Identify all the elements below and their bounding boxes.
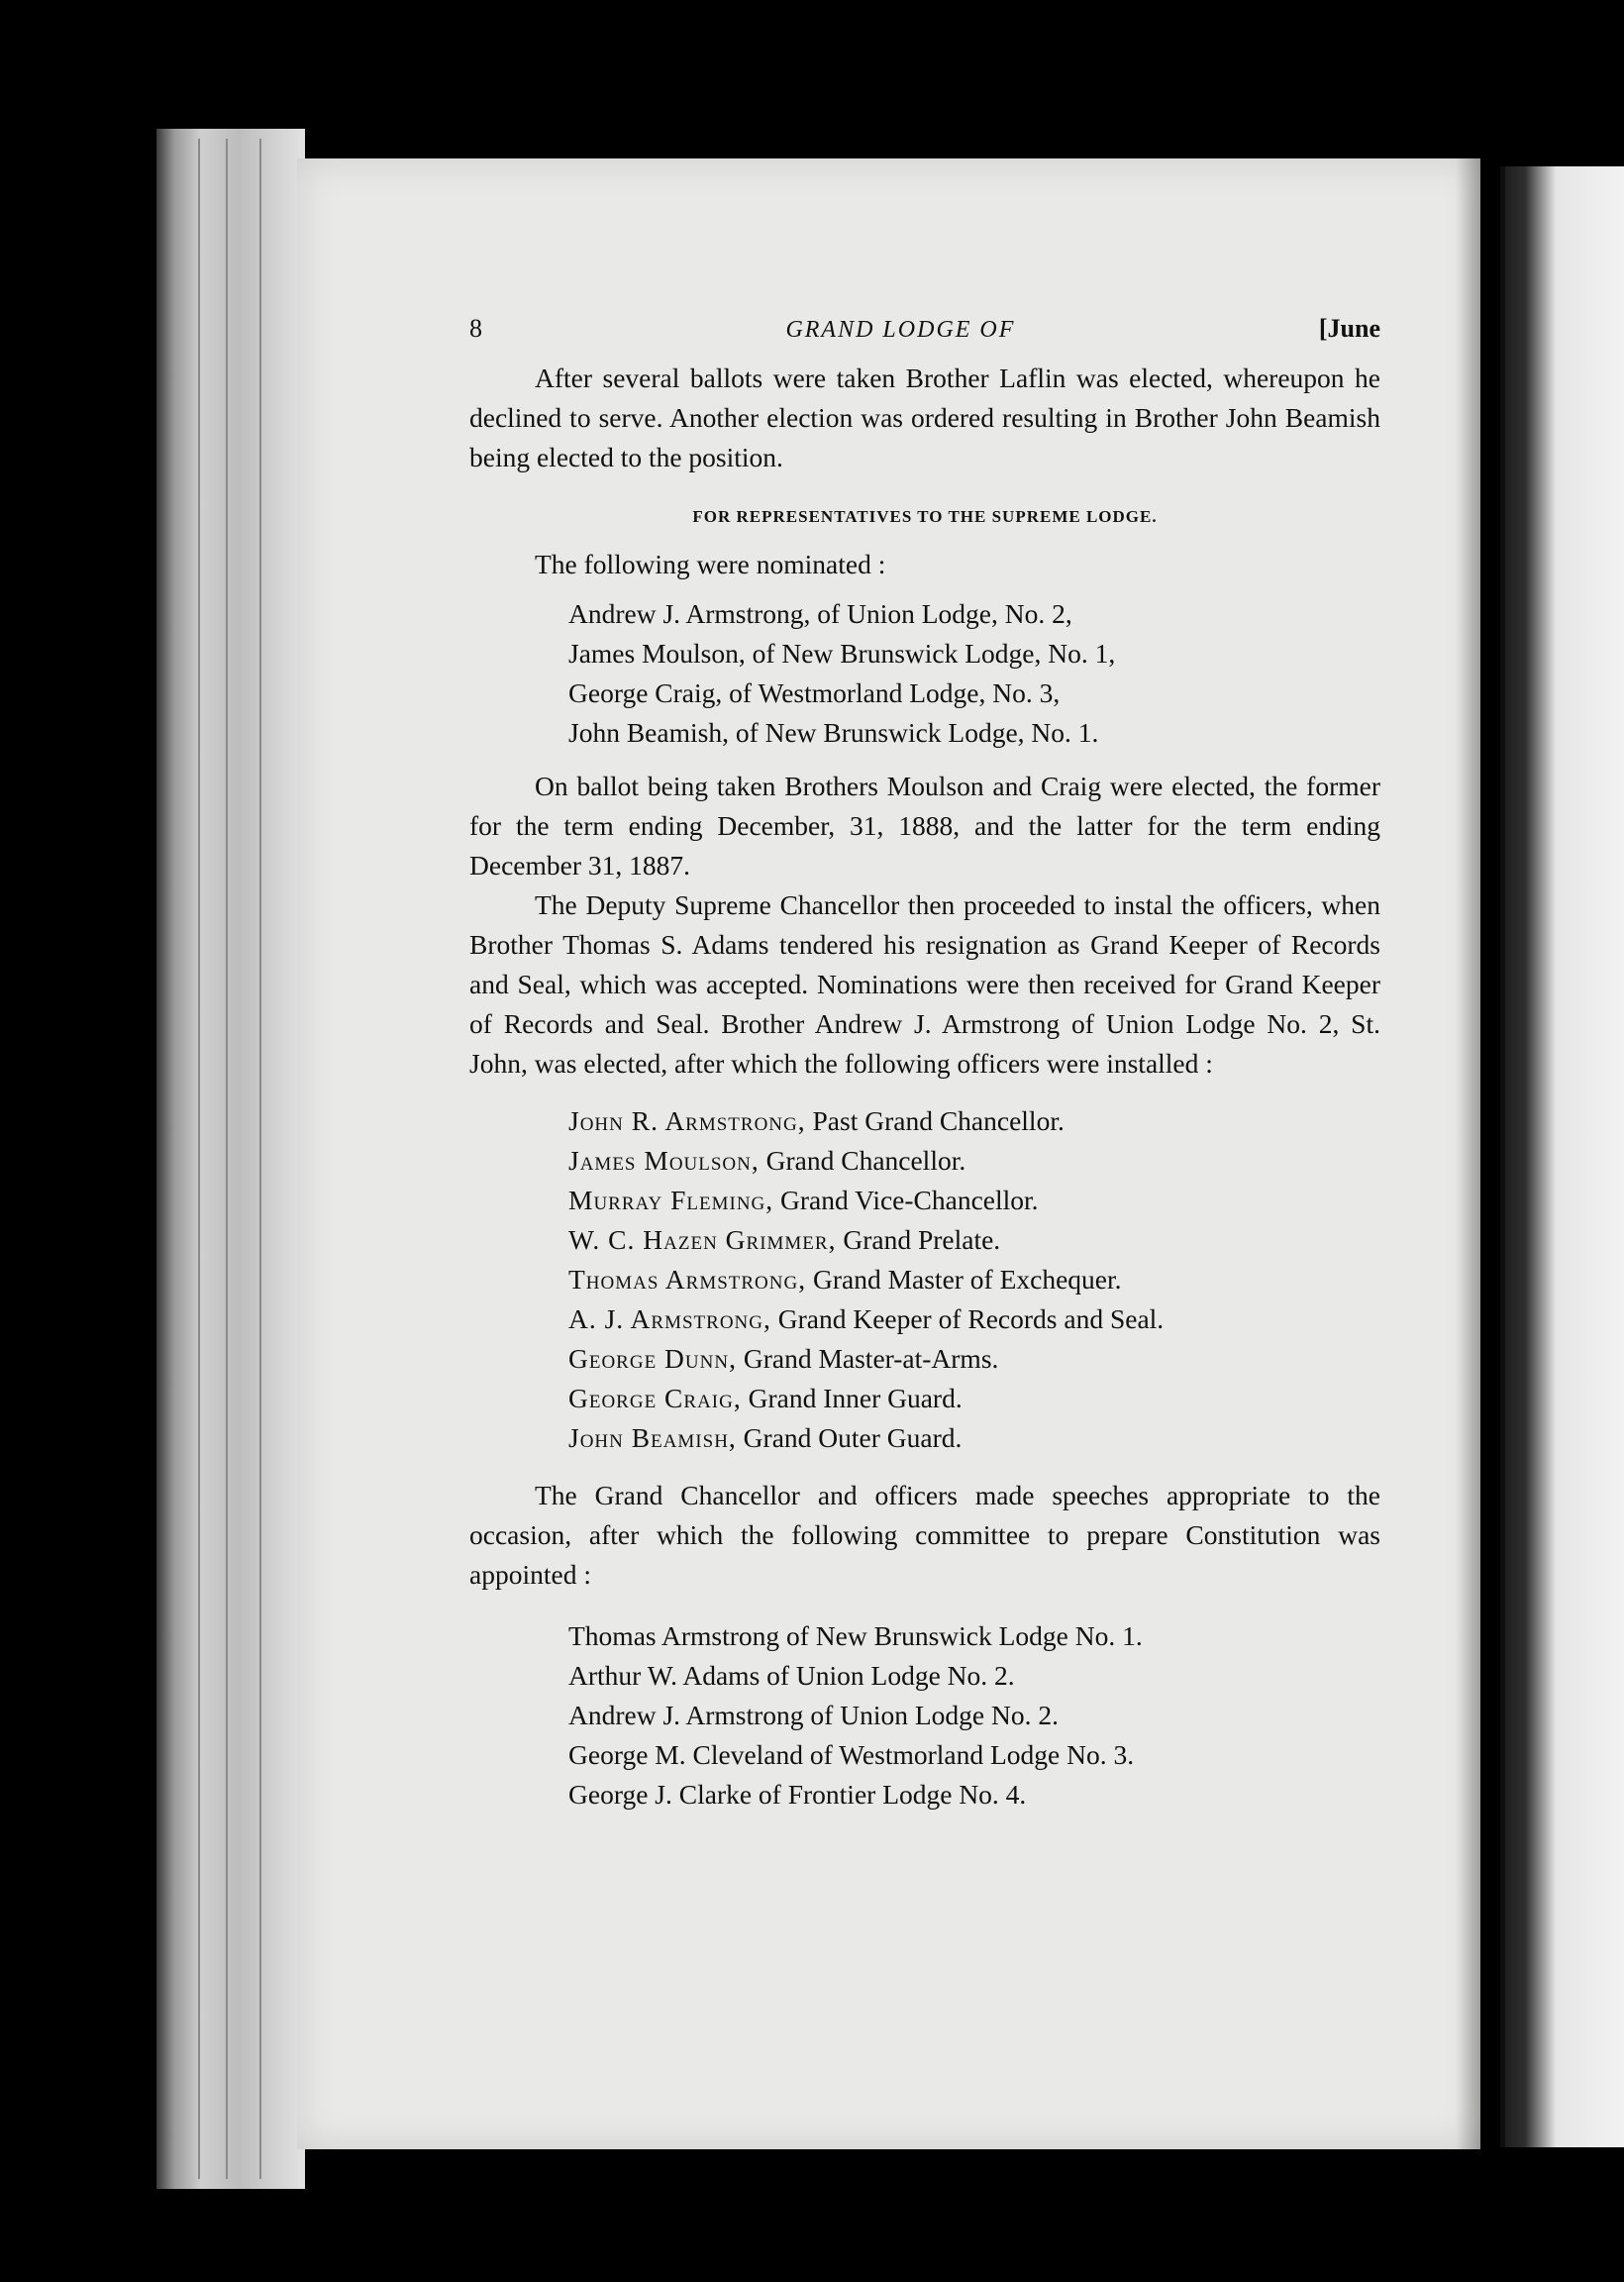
- officer-name: George Craig,: [568, 1383, 742, 1413]
- running-head: [469, 309, 1380, 359]
- list-item: Arthur W. Adams of Union Lodge No. 2.: [568, 1660, 1015, 1691]
- officer-name: W. C. Hazen Grimmer,: [568, 1224, 837, 1255]
- officer-list: [568, 1101, 1380, 1458]
- officer-name: James Moulson,: [568, 1145, 760, 1176]
- officer-title: Grand Chancellor.: [759, 1145, 966, 1176]
- facing-page-edge: [1500, 166, 1624, 2147]
- officer-title: Grand Vice-Chancellor.: [773, 1185, 1039, 1215]
- paragraph: The Deputy Supreme Chancellor then proceeded to instal the officers, when Brother Thomas S. Adams tendered his resignation as Grand Keeper of Records and Seal, which was accepted. Nominations were then received for Grand Keeper of Records and Seal. Brother Andrew J. Armstrong of Union Lodge No. 2, St. John, was elected, after which the following officers were installed :: [469, 889, 1380, 1079]
- list-item: George Craig, of Westmorland Lodge, No. 3,: [568, 677, 1061, 708]
- list-item: [568, 1220, 1380, 1260]
- list-item: [568, 1339, 1380, 1379]
- list-item: [568, 1101, 1380, 1141]
- officer-title: Grand Master of Exchequer.: [806, 1264, 1122, 1295]
- list-item: John Beamish, of New Brunswick Lodge, No. 1.: [568, 717, 1099, 748]
- running-title: GRAND LODGE OF: [785, 317, 1016, 343]
- officer-name: John R. Armstrong,: [568, 1105, 806, 1136]
- committee-list: [568, 1616, 1380, 1815]
- book-fore-edge: [156, 129, 305, 2189]
- list-item: Andrew J. Armstrong of Union Lodge No. 2.: [568, 1700, 1059, 1730]
- officer-title: Grand Inner Guard.: [741, 1383, 963, 1413]
- officer-title: Grand Master-at-Arms.: [736, 1343, 999, 1374]
- edge-line: [259, 139, 261, 2179]
- officer-name: Thomas Armstrong,: [568, 1264, 807, 1295]
- spine-shadow: [1456, 158, 1505, 2149]
- paragraph: On ballot being taken Brothers Moulson and Craig were elected, the former for the term ending December, 31, 1888, and the latter for the term ending December 31, 1887.: [469, 771, 1380, 881]
- list-item: George M. Cleveland of Westmorland Lodge No. 3.: [568, 1739, 1135, 1770]
- section-heading: FOR REPRESENTATIVES TO THE SUPREME LODGE.: [692, 507, 1158, 526]
- edge-line: [198, 139, 200, 2179]
- officer-name: Murray Fleming,: [568, 1185, 774, 1215]
- running-month: [June: [1318, 314, 1380, 343]
- nominee-list: [568, 594, 1380, 753]
- list-item: James Moulson, of New Brunswick Lodge, No. 1,: [568, 638, 1116, 669]
- list-item: George J. Clarke of Frontier Lodge No. 4.: [568, 1779, 1027, 1810]
- officer-title: Past Grand Chancellor.: [805, 1105, 1065, 1136]
- paragraph: After several ballots were taken Brother Laflin was elected, whereupon he declined to serve. Another election was ordered resulting in Brother John Beamish being elected to the position.: [469, 363, 1380, 472]
- list-item: Andrew J. Armstrong, of Union Lodge, No. 2,: [568, 598, 1072, 629]
- officer-title: Grand Prelate.: [836, 1224, 1001, 1255]
- paragraph: The following were nominated :: [535, 549, 886, 579]
- officer-name: John Beamish,: [568, 1422, 737, 1453]
- officer-name: A. J. Armstrong,: [568, 1303, 771, 1334]
- paragraph: The Grand Chancellor and officers made speeches appropriate to the occasion, after which the following committee to prepare Constitution was appointed :: [469, 1480, 1380, 1590]
- page-number: 8: [469, 314, 482, 343]
- list-item: [568, 1379, 1380, 1418]
- edge-line: [226, 139, 228, 2179]
- officer-title: Grand Keeper of Records and Seal.: [770, 1303, 1165, 1334]
- list-item: [568, 1141, 1380, 1181]
- list-item: [568, 1260, 1380, 1299]
- list-item: [568, 1181, 1380, 1220]
- list-item: Thomas Armstrong of New Brunswick Lodge No. 1.: [568, 1620, 1143, 1651]
- officer-name: George Dunn,: [568, 1343, 737, 1374]
- list-item: [568, 1299, 1380, 1339]
- officer-title: Grand Outer Guard.: [736, 1422, 963, 1453]
- page-text: [469, 309, 1380, 1828]
- list-item: [568, 1418, 1380, 1458]
